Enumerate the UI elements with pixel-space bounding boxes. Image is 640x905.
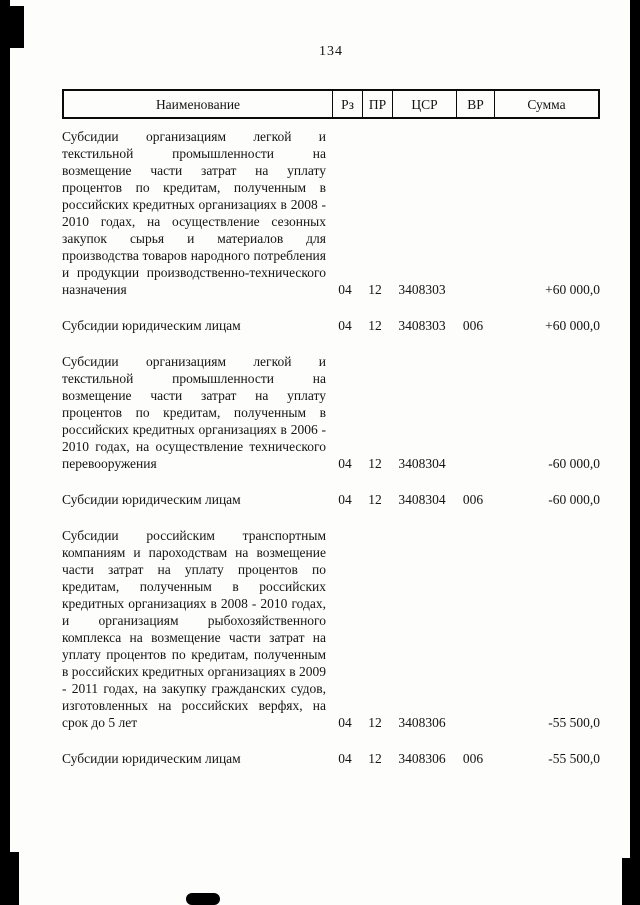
scan-artifact-bottom-right bbox=[622, 858, 640, 905]
cell-csr: 3408306 bbox=[398, 715, 446, 730]
header-sum: Сумма bbox=[494, 91, 598, 117]
cell-pr: 12 bbox=[368, 715, 382, 730]
cell-vr: 006 bbox=[462, 318, 484, 333]
cell-pr: 12 bbox=[368, 282, 382, 297]
header-name: Наименование bbox=[155, 97, 241, 112]
cell-pr: 12 bbox=[368, 751, 382, 766]
cell-vr: 006 bbox=[462, 492, 484, 507]
cell-rz: 04 bbox=[338, 282, 352, 297]
cell-name: Субсидии организациям легкой и текстильной промышленности на возмещение части затрат на уплату процентов по кредитам, полученным в российских кредитных организациях в 2008 - 2010 годах, на осуществление сезонных закупок сырья и материалов для производства товаров народного потребления и продукции производственно-технического назначения bbox=[62, 129, 326, 297]
scan-artifact-left-bar bbox=[0, 0, 10, 905]
table-row bbox=[62, 353, 600, 472]
scan-artifact-bottom-left bbox=[0, 852, 19, 905]
cell-pr: 12 bbox=[368, 456, 382, 471]
page-number: 134 bbox=[319, 44, 343, 59]
header-csr: ЦСР bbox=[392, 91, 456, 117]
cell-csr: 3408303 bbox=[398, 318, 446, 333]
cell-sum: -60 000,0 bbox=[548, 456, 600, 471]
header-rz: Рз bbox=[332, 91, 362, 117]
table-row bbox=[62, 128, 600, 298]
scan-artifact-top-left bbox=[0, 6, 24, 48]
scan-artifact-right-bar bbox=[630, 0, 640, 905]
cell-sum: -60 000,0 bbox=[548, 492, 600, 507]
cell-name: Субсидии российским транспортным компаниям и пароходствам на возмещение части затрат на уплату процентов по кредитам, полученным в российских кредитных организациях в 2008 - 2010 годах, и организациям рыбохозяйственного комплекса на возмещение части затрат на уплату процентов по кредитам, полученным в российских кредитных организациях в 2009 - 2011 годах, на закупку гражданских судов, изготовленных на российских верфях, на срок до 5 лет bbox=[62, 528, 326, 730]
page-content bbox=[62, 0, 600, 786]
table-body bbox=[62, 128, 600, 767]
cell-name: Субсидии организациям легкой и текстильной промышленности на возмещение части затрат на уплату процентов по кредитам, полученным в российских кредитных организациях в 2006 - 2010 годах, на осуществление технического перевооружения bbox=[62, 354, 326, 471]
cell-sum: -55 500,0 bbox=[548, 751, 600, 766]
table-header-row bbox=[62, 89, 600, 119]
cell-name: Субсидии юридическим лицам bbox=[62, 492, 241, 507]
cell-csr: 3408306 bbox=[398, 751, 446, 766]
cell-sum: +60 000,0 bbox=[545, 282, 600, 297]
cell-csr: 3408304 bbox=[398, 492, 446, 507]
cell-csr: 3408304 bbox=[398, 456, 446, 471]
cell-sum: +60 000,0 bbox=[545, 318, 600, 333]
cell-rz: 04 bbox=[338, 492, 352, 507]
cell-rz: 04 bbox=[338, 318, 352, 333]
table-row bbox=[62, 317, 600, 334]
table-row bbox=[62, 527, 600, 731]
cell-pr: 12 bbox=[368, 492, 382, 507]
table-row bbox=[62, 491, 600, 508]
table-row bbox=[62, 750, 600, 767]
cell-sum: -55 500,0 bbox=[548, 715, 600, 730]
cell-name: Субсидии юридическим лицам bbox=[62, 318, 241, 333]
header-vr: ВР bbox=[456, 91, 494, 117]
scan-artifact-bottom-blob bbox=[186, 893, 220, 905]
cell-rz: 04 bbox=[338, 715, 352, 730]
cell-rz: 04 bbox=[338, 456, 352, 471]
cell-csr: 3408303 bbox=[398, 282, 446, 297]
cell-pr: 12 bbox=[368, 318, 382, 333]
header-pr: ПР bbox=[362, 91, 392, 117]
cell-name: Субсидии юридическим лицам bbox=[62, 751, 241, 766]
cell-vr: 006 bbox=[462, 751, 484, 766]
cell-rz: 04 bbox=[338, 751, 352, 766]
